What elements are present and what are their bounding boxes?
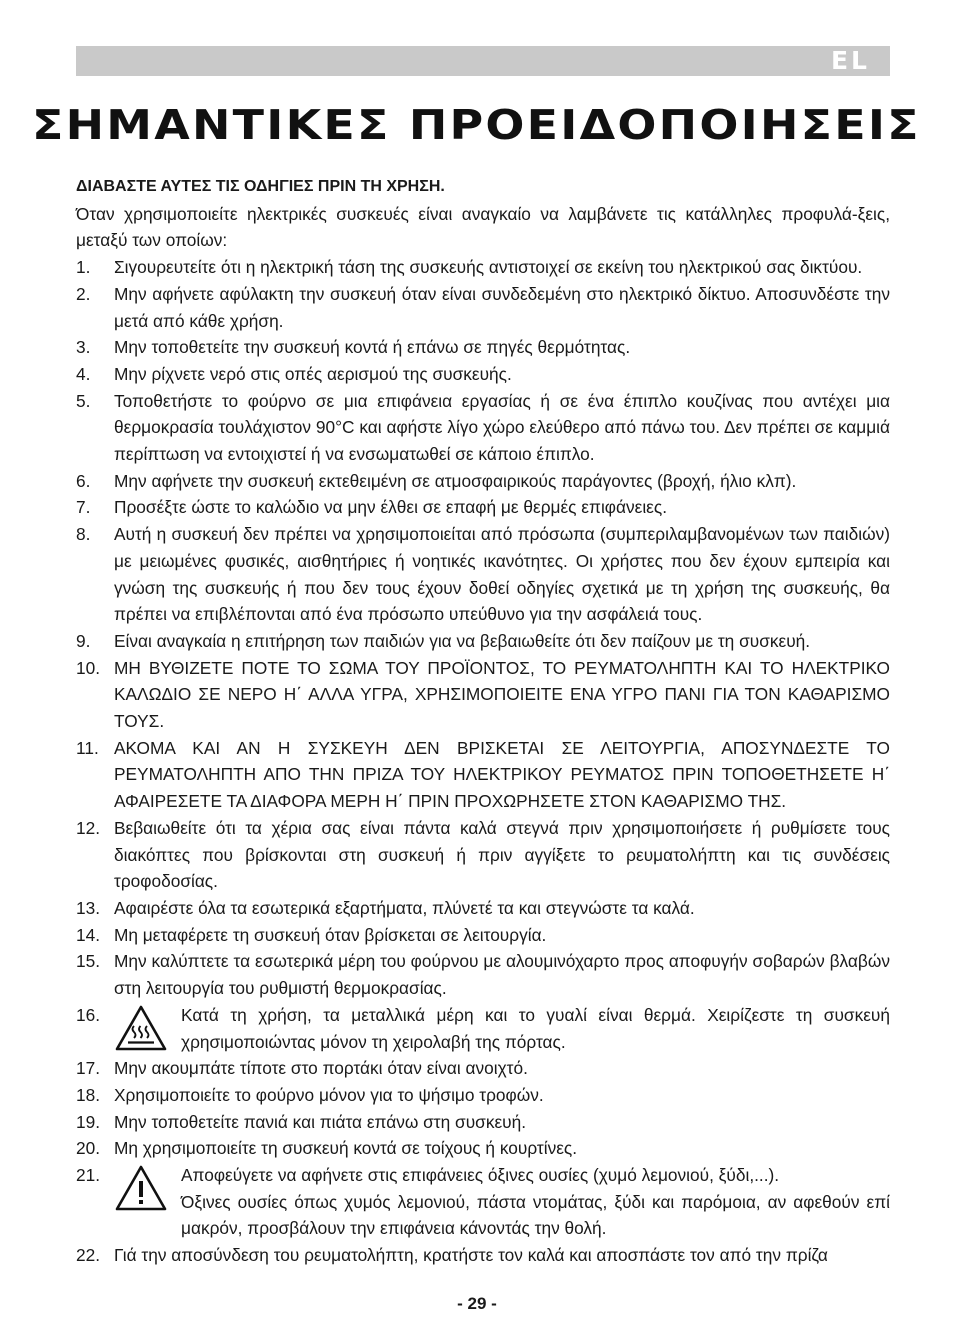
- item-text: Κατά τη χρήση, τα μεταλλικά μέρη και το γυαλί είναι θερμά. Χειρίζεστε τη συσκευή χρησιμοποιώντας μόνον τη χειρολαβή της πόρτας.: [181, 1004, 890, 1052]
- language-header-bar: [76, 46, 890, 76]
- page-title: ΣΗΜΑΝΤΙΚΕΣ ΠΡΟΕΙΔΟΠΟΙΗΣΕΙΣ: [32, 101, 921, 149]
- list-item: [76, 1109, 890, 1136]
- list-item: [76, 334, 890, 361]
- list-item: [76, 895, 890, 922]
- item-number: 3.: [76, 337, 91, 358]
- item-text: Μην αφήνετε αφύλακτη την συσκευή όταν είναι συνδεδεμένη στο ηλεκτρικό δίκτυο. Αποσυνδέστε την μετά από κάθε χρήση.: [114, 283, 890, 331]
- list-item: [76, 494, 890, 521]
- hot-surface-warning-icon: [115, 1005, 167, 1051]
- list-item: [76, 1055, 890, 1082]
- list-item: [76, 628, 890, 655]
- list-item: [76, 815, 890, 895]
- list-item: [76, 1135, 890, 1162]
- item-number: 5.: [76, 390, 91, 411]
- intro-text: Όταν χρησιμοποιείτε ηλεκτρικές συσκευές είναι αναγκαίο να λαμβάνετε τις κατάλληλες προφυλά-ξεις, μεταξύ των οποίων:: [76, 203, 890, 251]
- list-item: [76, 281, 890, 334]
- list-item: [76, 1162, 890, 1242]
- item-number: 1.: [76, 257, 91, 278]
- item-number: 8.: [76, 524, 91, 545]
- list-item: [76, 655, 890, 735]
- item-text: Αυτή η συσκευή δεν πρέπει να χρησιμοποιείται από πρόσωπα (συμπεριλαμβανομένων των παιδιών) με μειωμένες φυσικές, αισθητήριες ή νοητικές ικανότητες. Οι χρήστες που δεν έχουν εμπειρία και γνώση της συσκευής ή που δεν τους έχουν δοθεί οδηγίες σχετικά με τη χρήση της συσκευής, θα πρέπει να επιβλέπονται από ένα πρόσωπο υπεύθυνο για την ασφάλειά τους.: [114, 524, 890, 625]
- item-text: Αποφεύγετε να αφήνετε στις επιφάνειες όξινες ουσίες (χυμό λεμονιού, ξύδι,...).: [181, 1165, 780, 1186]
- item-number: 19.: [76, 1111, 101, 1132]
- item-text: Μη μεταφέρετε τη συσκευή όταν βρίσκεται σε λειτουργία.: [114, 924, 547, 945]
- item-number: 9.: [76, 630, 91, 651]
- caution-warning-icon: [115, 1165, 167, 1211]
- intro-heading: ΔΙΑΒΑΣΤΕ ΑΥΤΕΣ ΤΙΣ ΟΔΗΓΙΕΣ ΠΡΙΝ ΤΗ ΧΡΗΣΗ.: [76, 178, 445, 195]
- list-item: [76, 521, 890, 628]
- list-item: [76, 1082, 890, 1109]
- item-number: 13.: [76, 897, 101, 918]
- item-text: Είναι αναγκαία η επιτήρηση των παιδιών για να βεβαιωθείτε ότι δεν παίζουν με τη συσκευή.: [114, 630, 811, 651]
- list-item: [76, 1242, 890, 1269]
- item-number: 6.: [76, 470, 91, 491]
- list-item: [76, 948, 890, 1001]
- item-number: 18.: [76, 1084, 101, 1105]
- item-text: Τοποθετήστε το φούρνο σε μια επιφάνεια εργασίας ή σε ένα έπιπλο κουζίνας που αντέχει μια θερμοκρασία τουλάχιστον 90°C και αφήστε λίγο χώρο ελεύθερο από πάνω του. Δεν πρέπει σε καμμιά περίπτωση να εντοιχιστεί ή να ενσωματωθεί σε κάποιο έπιπλο.: [114, 390, 890, 465]
- item-number: 10.: [76, 657, 101, 678]
- page-number: - 29 -: [457, 1294, 497, 1313]
- list-item: [76, 735, 890, 815]
- item-text: Μην ρίχνετε νερό στις οπές αερισμού της συσκευής.: [114, 363, 512, 384]
- list-item: [76, 361, 890, 388]
- list-item: [76, 1002, 890, 1055]
- item-text: Μην τοποθετείτε πανιά και πιάτα επάνω στη συσκευή.: [114, 1111, 527, 1132]
- item-number: 21.: [76, 1165, 101, 1186]
- item-text: Γιά την αποσύνδεση του ρευματολήπτη, κρατήστε τον καλά και αποσπάστε τον από την πρίζα: [114, 1245, 828, 1266]
- document-body: [76, 174, 890, 1269]
- item-number: 12.: [76, 817, 101, 838]
- item-text: Προσέξτε ώστε το καλώδιο να μην έλθει σε επαφή με θερμές επιφάνειες.: [114, 497, 667, 518]
- item-text: Αφαιρέστε όλα τα εσωτερικά εξαρτήματα, πλύνετέ τα και στεγνώστε τα καλά.: [114, 897, 695, 918]
- item-text: ΜΗ ΒΥΘΙΖΕΤΕ ΠΟΤΕ ΤΟ ΣΩΜΑ ΤΟΥ ΠΡΟΪΟΝΤΟΣ, ΤΟ ΡΕΥΜΑΤΟΛΗΠΤΗ ΚΑΙ ΤΟ ΗΛΕΚΤΡΙΚΟ ΚΑΛΩΔΙΟ ΣΕ ΝΕΡΟ Η΄ ΑΛΛΑ ΥΓΡΑ, ΧΡΗΣΙΜΟΠΟΙΕΙΤΕ ΕΝΑ ΥΓΡΟ ΠΑΝΙ ΓΙΑ ΤΟΝ ΚΑΘΑΡΙΣΜΟ ΤΟΥΣ.: [114, 657, 890, 732]
- item-text: Μην αφήνετε την συσκευή εκτεθειμένη σε ατμοσφαιρικούς παράγοντες (βροχή, ήλιο κλπ).: [114, 470, 797, 491]
- list-item: [76, 468, 890, 495]
- item-text: Σιγουρευτείτε ότι η ηλεκτρική τάση της συσκευής αντιστοιχεί σε εκείνη του ηλεκτρικού σας δικτύου.: [114, 257, 863, 278]
- item-text: ΑΚΟΜΑ ΚΑΙ ΑΝ Η ΣΥΣΚΕΥΗ ΔΕΝ ΒΡΙΣΚΕΤΑΙ ΣΕ ΛΕΙΤΟΥΡΓΙΑ, ΑΠΟΣΥΝΔΕΣΤΕ ΤΟ ΡΕΥΜΑΤΟΛΗΠΤΗ ΑΠΟ ΤΗΝ ΠΡΙΖΑ ΤΟΥ ΗΛΕΚΤΡΙΚΟΥ ΡΕΥΜΑΤΟΣ ΠΡΙΝ ΤΟΠΟΘΕΤΗΣΕΤΕ Η΄ ΑΦΑΙΡΕΣΕΤΕ ΤΑ ΔΙΑΦΟΡΑ ΜΕΡΗ Η΄ ΠΡΙΝ ΠΡΟΧΩΡΗΣΕΤΕ ΣΤΟΝ ΚΑΘΑΡΙΣΜΟ ΤΗΣ.: [114, 737, 890, 812]
- item-number: 15.: [76, 951, 101, 972]
- list-item: [76, 254, 890, 281]
- item-text: Βεβαιωθείτε ότι τα χέρια σας είναι πάντα καλά στεγνά πριν χρησιμοποιήσετε ή ρυθμίσετε τους διακόπτες που βρίσκονται στη συσκευή ή πριν αγγίξετε το ρευματολήπτη και τις συνδέσεις τροφοδοσίας.: [114, 817, 890, 892]
- item-text: Μη χρησιμοποιείτε τη συσκευή κοντά σε τοίχους ή κουρτίνες.: [114, 1138, 578, 1159]
- item-number: 2.: [76, 283, 91, 304]
- item-number: 22.: [76, 1245, 101, 1266]
- list-item: [76, 388, 890, 468]
- list-item: [76, 922, 890, 949]
- item-text: Μην ακουμπάτε τίποτε στο πορτάκι όταν είναι ανοιχτό.: [114, 1058, 528, 1079]
- item-number: 16.: [76, 1004, 101, 1025]
- item-number: 7.: [76, 497, 91, 518]
- item-text: Μην τοποθετείτε την συσκευή κοντά ή επάνω σε πηγές θερμότητας.: [114, 337, 631, 358]
- item-text-continued: Όξινες ουσίες όπως χυμός λεμονιού, πάστα ντομάτας, ξύδι και παρόμοια, αν αφεθούν επί μακρόν, προσβάλουν την επιφάνεια κάνοντάς την θολή.: [181, 1191, 890, 1239]
- language-code: EL: [830, 46, 870, 75]
- item-number: 14.: [76, 924, 101, 945]
- item-text: Μην καλύπτετε τα εσωτερικά μέρη του φούρνου με αλουμινόχαρτο προς αποφυγήν σοβαρών βλαβών στη λειτουργία του ρυθμιστή θερμοκρασίας.: [114, 951, 890, 999]
- item-number: 20.: [76, 1138, 101, 1159]
- item-text: Χρησιμοποιείτε το φούρνο μόνον για το ψήσιμο τροφών.: [114, 1084, 544, 1105]
- warnings-list: [76, 254, 890, 1269]
- item-number: 17.: [76, 1058, 101, 1079]
- item-number: 11.: [76, 737, 99, 758]
- item-number: 4.: [76, 363, 91, 384]
